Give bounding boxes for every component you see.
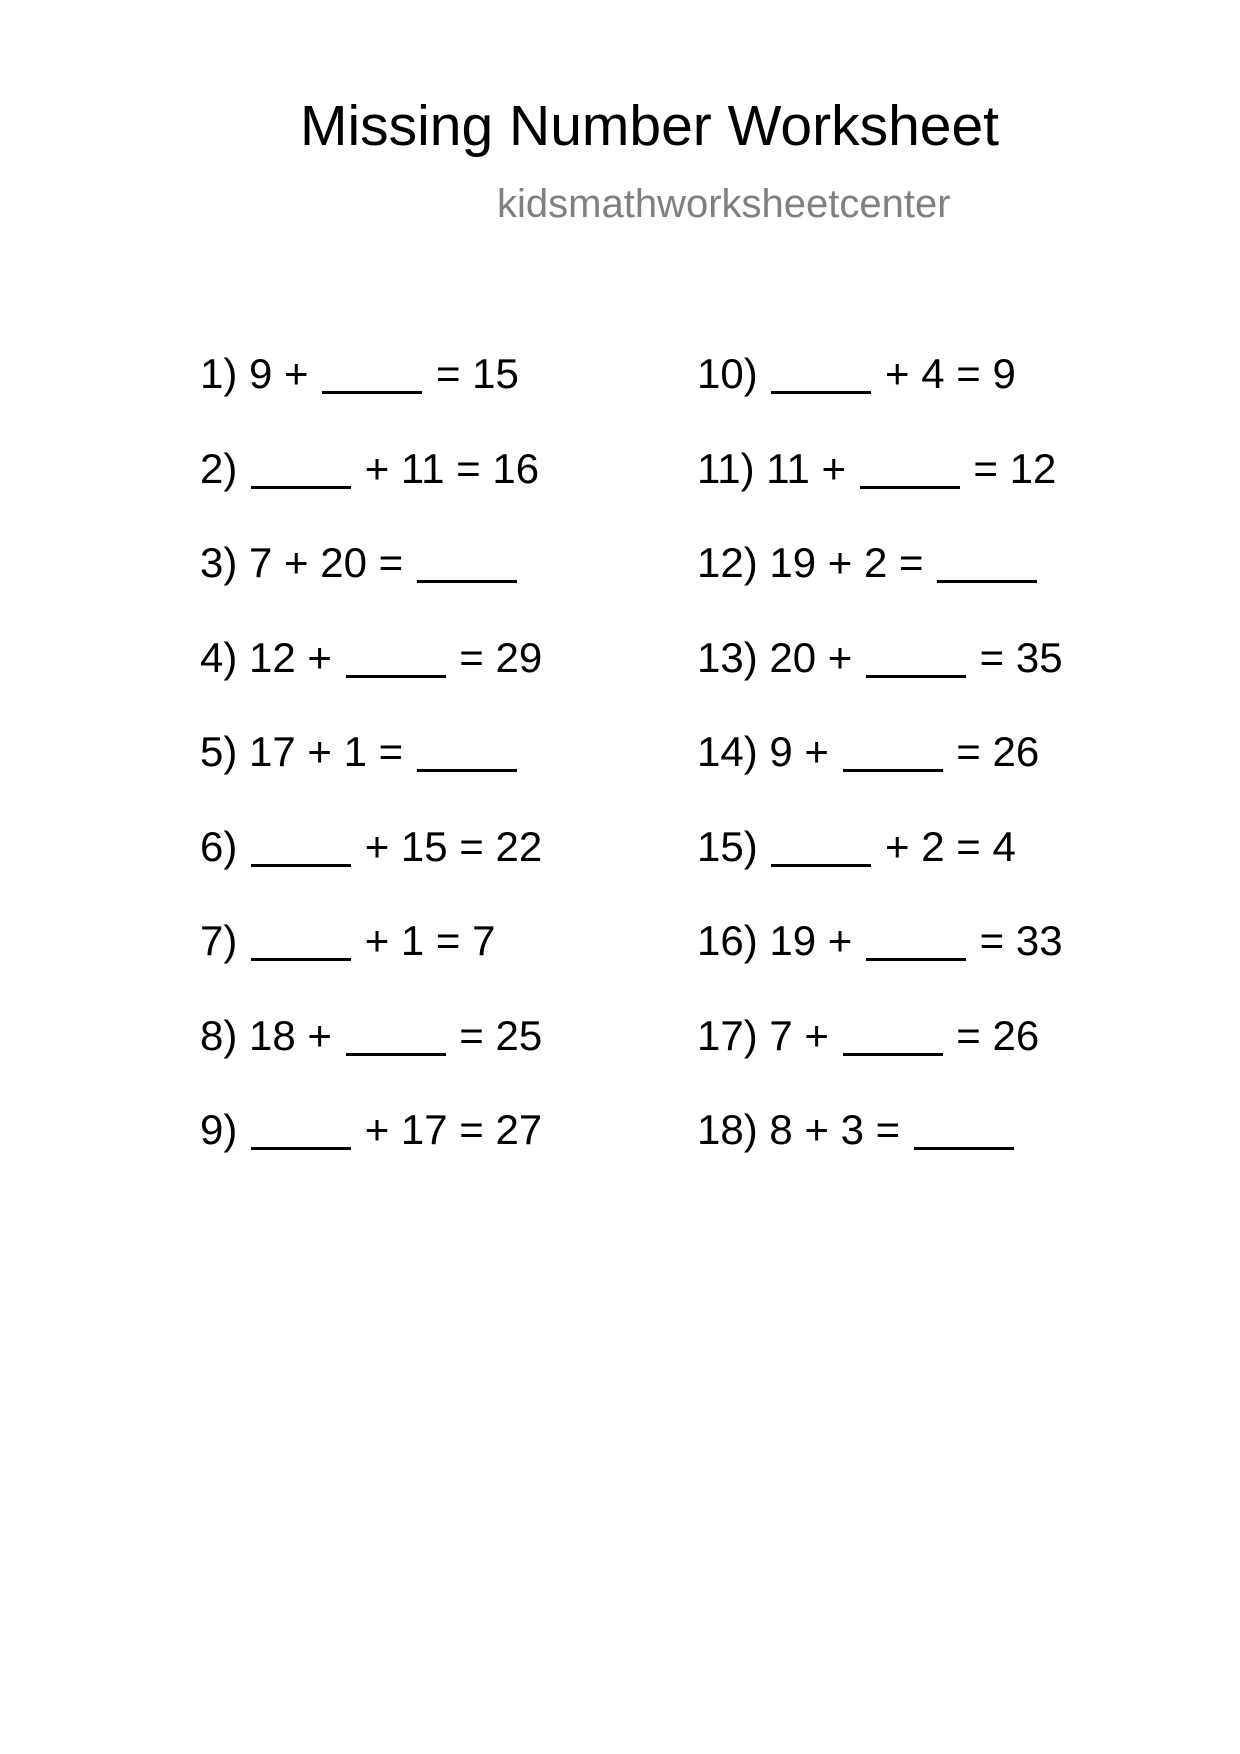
problem-number: 9) (200, 1106, 238, 1153)
problem-item (697, 350, 1016, 401)
problem-item (697, 1106, 1016, 1157)
problem-item (200, 633, 543, 685)
problem-number: 7) (200, 917, 238, 964)
equation-text: + 15 = 22 (364, 822, 543, 870)
problem-number: 16) (697, 917, 758, 964)
problem-item (697, 728, 1040, 779)
problem-number: 13) (697, 633, 758, 681)
problem-number: 8) (200, 1011, 238, 1059)
equation-text: 9 + (249, 350, 309, 397)
answer-blank[interactable] (866, 675, 966, 678)
equation-text: = 35 (979, 633, 1063, 681)
answer-blank[interactable] (866, 958, 966, 961)
equation-text: + 2 = 4 (885, 822, 1016, 870)
answer-blank[interactable] (843, 1053, 943, 1056)
problem-number: 15) (697, 822, 758, 870)
answer-blank[interactable] (417, 580, 517, 583)
equation-text: 19 + 2 = (769, 539, 924, 586)
problem-number: 5) (200, 728, 238, 775)
answer-blank[interactable] (937, 580, 1037, 583)
equation-text: = 15 (435, 350, 519, 397)
problem-number: 4) (200, 633, 238, 681)
problem-number: 3) (200, 539, 238, 586)
answer-blank[interactable] (771, 864, 871, 867)
answer-blank[interactable] (914, 1147, 1014, 1150)
answer-blank[interactable] (860, 486, 960, 489)
equation-text: + 1 = 7 (364, 917, 496, 964)
equation-text: = 29 (459, 633, 543, 681)
equation-text: + 17 = 27 (364, 1106, 543, 1153)
equation-text: = 25 (459, 1011, 543, 1059)
problem-number: 14) (697, 728, 758, 775)
answer-blank[interactable] (322, 391, 422, 394)
equation-text: + 11 = 16 (364, 444, 540, 492)
equation-text: = 33 (979, 917, 1063, 964)
equation-text: 17 + 1 = (249, 728, 404, 775)
problem-item (200, 444, 540, 496)
problem-item (200, 1011, 543, 1063)
worksheet-source: kidsmathworksheetcenter (497, 182, 951, 226)
problem-item (200, 822, 543, 874)
problem-item (697, 917, 1063, 968)
equation-text: 9 + (769, 728, 829, 775)
answer-blank[interactable] (417, 769, 517, 772)
answer-blank[interactable] (251, 958, 351, 961)
equation-text: 7 + 20 = (249, 539, 404, 586)
problem-number: 18) (697, 1106, 758, 1153)
problem-number: 11) (697, 444, 755, 492)
problem-number: 17) (697, 1011, 758, 1059)
answer-blank[interactable] (251, 864, 351, 867)
problem-item (697, 444, 1057, 496)
answer-blank[interactable] (251, 486, 351, 489)
problem-item (697, 822, 1016, 874)
problem-item (200, 350, 519, 401)
problem-item (697, 539, 1039, 590)
equation-text: 20 + (769, 633, 853, 681)
problem-item (200, 728, 519, 779)
equation-text: 7 + (769, 1011, 829, 1059)
answer-blank[interactable] (346, 675, 446, 678)
equation-text: 18 + (249, 1011, 332, 1059)
problem-item (200, 1106, 543, 1157)
answer-blank[interactable] (843, 769, 943, 772)
problem-item (697, 633, 1063, 685)
equation-text: 12 + (249, 633, 332, 681)
equation-text: 8 + 3 = (769, 1106, 901, 1153)
problem-number: 2) (200, 444, 238, 492)
worksheet-title: Missing Number Worksheet (300, 94, 1000, 158)
problem-item (200, 917, 496, 968)
answer-blank[interactable] (771, 391, 871, 394)
equation-text: = 12 (973, 444, 1057, 492)
equation-text: = 26 (956, 728, 1040, 775)
equation-text: 11 + (766, 444, 847, 492)
problem-number: 10) (697, 350, 758, 397)
problem-item (697, 1011, 1040, 1063)
problem-item (200, 539, 519, 590)
equation-text: = 26 (956, 1011, 1040, 1059)
equation-text: 19 + (769, 917, 853, 964)
answer-blank[interactable] (346, 1053, 446, 1056)
answer-blank[interactable] (251, 1147, 351, 1150)
problem-number: 6) (200, 822, 238, 870)
equation-text: + 4 = 9 (885, 350, 1016, 397)
problem-number: 12) (697, 539, 758, 586)
problem-number: 1) (200, 350, 238, 397)
